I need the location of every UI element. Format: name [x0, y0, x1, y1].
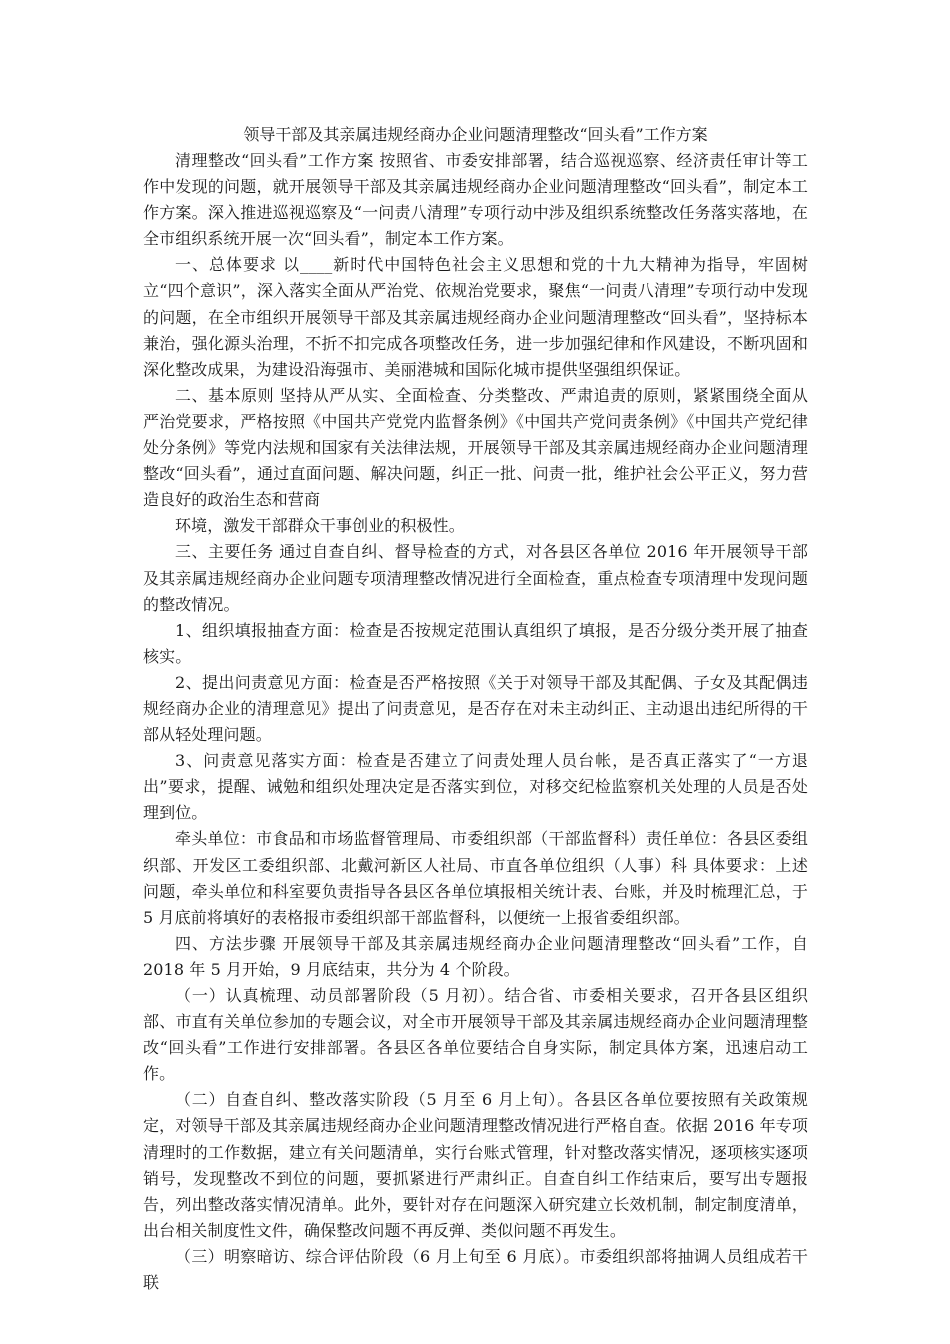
- document-page: [143, 122, 808, 1296]
- document-title: 领导干部及其亲属违规经商办企业问题清理整改“回头看”工作方案: [243, 125, 708, 144]
- paragraph-stage-2: （二）自查自纠、整改落实阶段（5 月至 6 月上旬）。各县区各单位要按照有关政策规定，对领导干部及其亲属违规经商办企业问题清理整改情况进行严格自查。依据 2016 年专项清理时的工作数据，建立有关问题清单，实行台账式管理，针对整改落实情况，逐项核实逐项销号，发现整改不到位的问题，要抓紧进行严肃纠正。自查自纠工作结束后，要写出专题报告，列出整改落实情况清单。此外，要针对存在问题深入研究建立长效机制，制定制度清单，出台相关制度性文件，确保整改问题不再反弹、类似问题不再发生。: [143, 1090, 808, 1240]
- paragraph-method-steps: 四、方法步骤 开展领导干部及其亲属违规经商办企业问题清理整改“回头看”工作，自 2018 年 5 月开始，9 月底结束，共分为 4 个阶段。: [143, 933, 808, 979]
- paragraph-stage-3: （三）明察暗访、综合评估阶段（6 月上旬至 6 月底）。市委组织部将抽调人员组成若干联: [143, 1246, 808, 1293]
- paragraph-intro: 清理整改“回头看”工作方案 按照省、市委安排部署，结合巡视巡察、经济责任审计等工作中发现的问题，就开展领导干部及其亲属违规经商办企业问题清理整改“回头看”，制定本工作方案。深入推进巡视巡察及“一问责八清理”专项行动中涉及组织系统整改任务落实落地，在全市组织系统开展一次“回头看”，制定本工作方案。: [143, 151, 808, 249]
- paragraph-main-tasks: 三、主要任务 通过自查自纠、督导检查的方式，对各县区各单位 2016 年开展领导干部及其亲属违规经商办企业问题专项清理整改情况进行全面检查，重点检查专项清理中发现问题的整改情况。: [143, 542, 808, 614]
- paragraph-task-2: 2、提出问责意见方面：检查是否严格按照《关于对领导干部及其配偶、子女及其配偶违规经商办企业的清理意见》提出了问责意见，是否存在对未主动纠正、主动退出违纪所得的干部从轻处理问题。: [143, 672, 808, 745]
- paragraph-basic-principles-cont: 环境，激发干部群众干事创业的积极性。: [175, 516, 465, 536]
- paragraph-basic-principles: 二、基本原则 坚持从严从实、全面检查、分类整改、严肃追责的原则，紧紧围绕全面从严治党要求，严格按照《中国共产党党内监督条例》《中国共产党问责条例》《中国共产党纪律处分条例》等党内法规和国家有关法律法规，开展领导干部及其亲属违规经商办企业问题清理整改“回头看”，通过直面问题、解决问题，纠正一批、问责一批，维护社会公平正义，努力营造良好的政治生态和营商: [143, 385, 808, 510]
- paragraph-task-3: 3、问责意见落实方面：检查是否建立了问责处理人员台帐，是否真正落实了“一方退出”要求，提醒、诫勉和组织处理决定是否落实到位，对移交纪检监察机关处理的人员是否处理到位。: [143, 751, 808, 823]
- paragraph-stage-1: （一）认真梳理、动员部署阶段（5 月初）。结合省、市委相关要求，召开各县区组织部、市直有关单位参加的专题会议，对全市开展领导干部及其亲属违规经商办企业问题清理整改“回头看”工作进行安排部署。各县区各单位要结合自身实际，制定具体方案，迅速启动工作。: [143, 986, 808, 1084]
- paragraph-lead-units: 牵头单位：市食品和市场监督管理局、市委组织部（干部监督科）责任单位：各县区委组织部、开发区工委组织部、北戴河新区人社局、市直各单位组织（人事）科 具体要求：上述问题，牵头单位和科室要负责指导各县区各单位填报相关统计表、台账，并及时梳理汇总，于 5 月底前将填好的表格报市委组织部干部监督科，以便统一上报省委组织部。: [143, 829, 808, 927]
- paragraph-general-requirements: 一、总体要求 以____新时代中国特色社会主义思想和党的十九大精神为指导，牢固树立“四个意识”，深入落实全面从严治党、依规治党要求，聚焦“一问责八清理”专项行动中发现的问题，在全市组织开展领导干部及其亲属违规经商办企业问题清理整改“回头看”，坚持标本兼治，强化源头治理，不折不扣完成各项整改任务，进一步加强纪律和作风建设，不断巩固和深化整改成果，为建设沿海强市、美丽港城和国际化城市提供坚强组织保证。: [143, 255, 808, 379]
- paragraph-task-1: 1、组织填报抽查方面：检查是否按规定范围认真组织了填报，是否分级分类开展了抽查核实。: [143, 620, 808, 666]
